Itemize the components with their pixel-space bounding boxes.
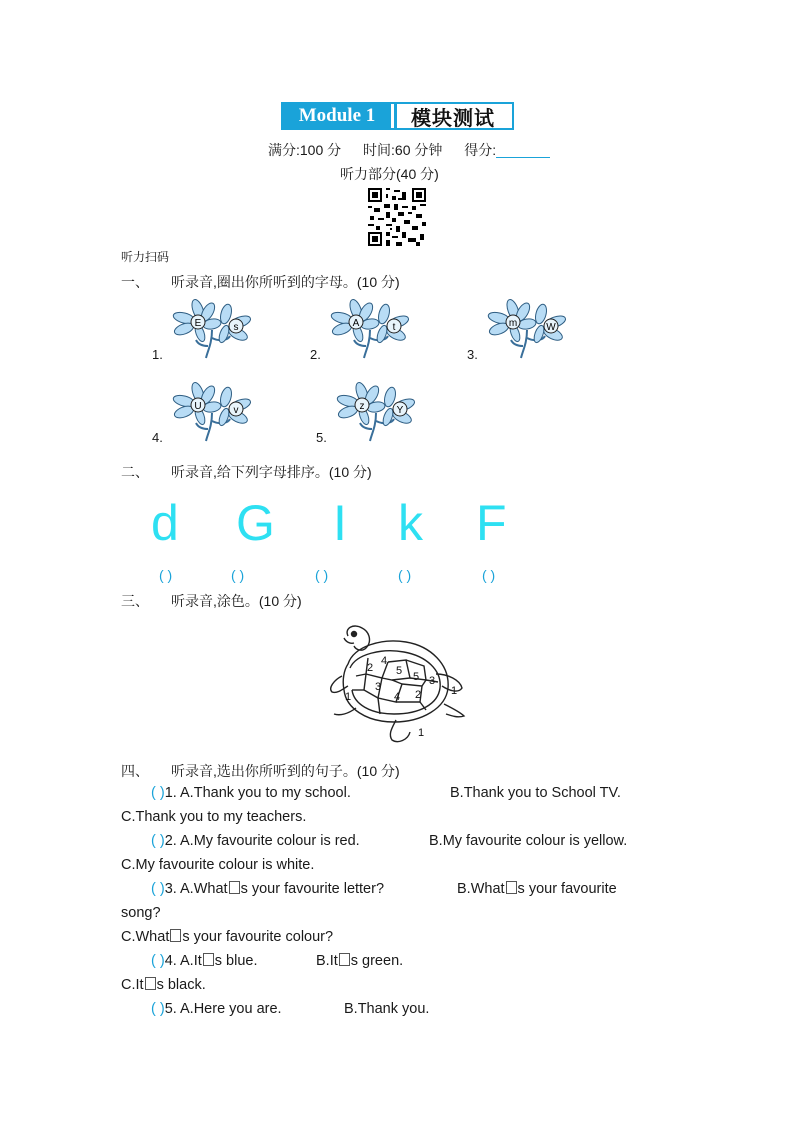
question-3-option-c: C.What s your favourite colour? (121, 929, 334, 945)
flower-letter: U (194, 401, 202, 412)
missing-char-box (203, 953, 214, 966)
flower-letter: z (359, 401, 365, 412)
question-4-line: ( )4. A.It s blue. (151, 953, 258, 969)
answer-blank[interactable]: ( ) (151, 785, 165, 801)
turtle-number: 1 (344, 691, 352, 703)
flower-letter: W (546, 322, 556, 333)
flower-image (487, 298, 579, 364)
item-number: 4. (152, 430, 163, 445)
turtle-number: 3 (374, 681, 382, 693)
section2-heading: 二、 听录音,给下列字母排序。(10 分) (121, 464, 372, 480)
turtle-number: 5 (412, 671, 420, 683)
question-5-line: ( )5. A.Here you are. (151, 1001, 282, 1017)
section4-heading: 四、 听录音,选出你所听到的句子。(10 分) (121, 763, 400, 779)
turtle-number: 5 (395, 665, 403, 677)
question-2-line: ( )2. A.My favourite colour is red. (151, 833, 360, 849)
missing-char-box (229, 881, 240, 894)
full-score: 满分:100 分 (268, 142, 342, 158)
turtle-number: 3 (428, 675, 436, 687)
answer-blank[interactable]: ( ) (231, 567, 245, 583)
flower-letter: E (194, 318, 202, 329)
letter-g: G (236, 495, 275, 551)
flower-letter: v (233, 405, 239, 416)
missing-char-box (339, 953, 350, 966)
time-limit: 时间:60 分钟 (363, 142, 443, 158)
flower-letter: A (352, 318, 360, 329)
qr-code-icon[interactable] (368, 188, 426, 246)
section3-heading: 三、 听录音,涂色。(10 分) (121, 593, 302, 609)
missing-char-box (170, 929, 181, 942)
letter-f: F (476, 495, 507, 551)
question-1-option-b: B.Thank you to School TV. (450, 785, 621, 801)
page-title: 模块测试 (391, 104, 512, 128)
flower-letter: m (508, 318, 518, 329)
turtle-number: 1 (417, 727, 425, 739)
flower-image (330, 298, 422, 364)
module-label: Module 1 (283, 104, 391, 128)
turtle-image (326, 624, 470, 748)
missing-char-box (506, 881, 517, 894)
answer-blank[interactable]: ( ) (482, 567, 496, 583)
letter-k: k (398, 495, 423, 551)
flower-image (172, 381, 264, 447)
item-number: 5. (316, 430, 327, 445)
question-5-option-b: B.Thank you. (344, 1001, 430, 1017)
title-banner (281, 102, 514, 130)
flower-letter: Y (396, 405, 404, 416)
question-4-option-b: B.It s green. (316, 953, 404, 969)
question-3-option-b: B.What s your favourite (457, 881, 617, 897)
answer-blank[interactable]: ( ) (315, 567, 329, 583)
flower-image (336, 381, 428, 447)
turtle-number: 4 (380, 655, 388, 667)
listening-part-heading: 听力部分(40 分) (340, 166, 439, 182)
scan-label: 听力扫码 (121, 250, 170, 264)
turtle-number: 2 (366, 662, 374, 674)
flower-letter: s (233, 322, 239, 333)
score-label: 得分: (464, 142, 497, 158)
score-blank[interactable] (496, 143, 550, 158)
answer-blank[interactable]: ( ) (398, 567, 412, 583)
question-2-option-b: B.My favourite colour is yellow. (429, 833, 628, 849)
question-3-option-b-cont: song? (121, 905, 161, 921)
turtle-number: 2 (414, 689, 422, 701)
question-2-option-c: C.My favourite colour is white. (121, 857, 315, 873)
question-1-line: ( )1. A.Thank you to my school. (151, 785, 351, 801)
turtle-number: 1 (450, 685, 458, 697)
item-number: 3. (467, 347, 478, 362)
flower-letter: t (392, 322, 396, 333)
answer-blank[interactable]: ( ) (151, 833, 165, 849)
letter-d: d (151, 495, 179, 551)
missing-char-box (145, 977, 156, 990)
flower-image (172, 298, 264, 364)
score-line (268, 140, 568, 160)
section1-heading: 一、 听录音,圈出你所听到的字母。(10 分) (121, 274, 400, 290)
letter-i: I (333, 495, 347, 551)
question-4-option-c: C.It s black. (121, 977, 206, 993)
question-3-line: ( )3. A.What s your favourite letter? (151, 881, 385, 897)
item-number: 2. (310, 347, 321, 362)
answer-blank[interactable]: ( ) (151, 953, 165, 969)
answer-blank[interactable]: ( ) (151, 881, 165, 897)
item-number: 1. (152, 347, 163, 362)
answer-blank[interactable]: ( ) (159, 567, 173, 583)
answer-blank[interactable]: ( ) (151, 1001, 165, 1017)
question-1-option-c: C.Thank you to my teachers. (121, 809, 307, 825)
turtle-number: 4 (393, 691, 401, 703)
